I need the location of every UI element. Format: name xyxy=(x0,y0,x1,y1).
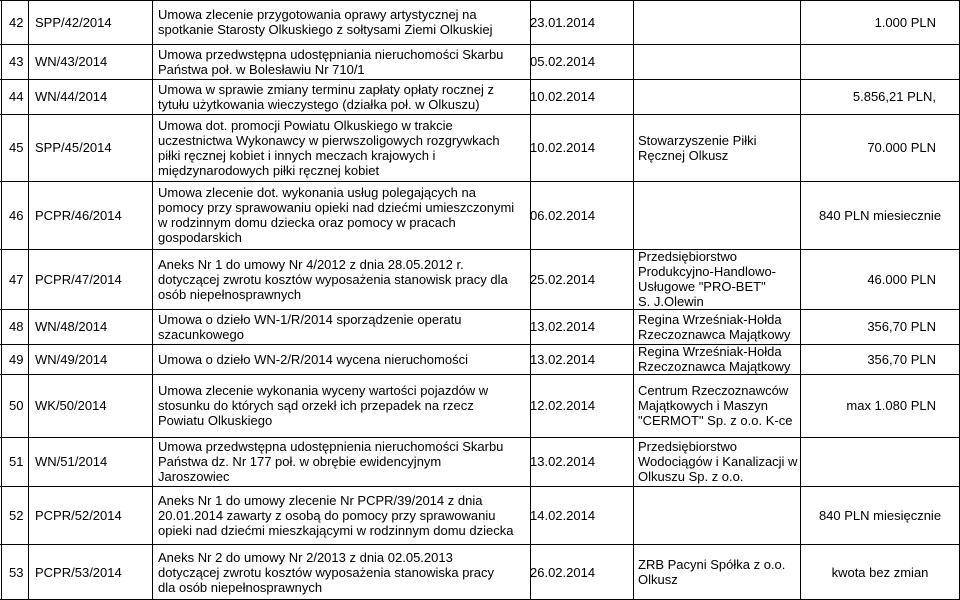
contract-description xyxy=(158,374,530,437)
contract-signature: PCPR/47/2014 xyxy=(35,271,122,287)
contractor-line: Ręcznej Olkusz xyxy=(638,147,729,163)
contractor xyxy=(638,249,818,309)
row-divider xyxy=(0,374,960,375)
contractor-line: Przedsiębiorstwo xyxy=(638,439,737,454)
description-line: Jaroszowiec xyxy=(158,469,230,484)
contract-signature: WN/43/2014 xyxy=(35,54,108,69)
description-line: osób niepełnosprawnych xyxy=(158,286,302,302)
description-line: spotkanie Starosty Olkuskiego z sołtysami Ziemi Olkuskiej xyxy=(158,22,493,37)
contractor-line: Stowarzyszenie Piłki xyxy=(638,132,757,148)
description-line: dotyczącej zwrotu kosztów wyposażenia stanowiska pracy xyxy=(158,564,494,580)
row-divider xyxy=(0,0,960,1)
contract-description xyxy=(158,544,530,600)
contract-amount: 840 PLN miesiecznie xyxy=(818,207,942,223)
contractor-line: Olkusz xyxy=(638,572,678,587)
table-row xyxy=(0,374,960,437)
contractor-line: S. J.Olewin xyxy=(638,294,704,309)
description-line: tytułu użytkowania wieczystego (działka poł. w Olkuszu) xyxy=(158,96,480,112)
contract-amount xyxy=(800,437,950,486)
table-row xyxy=(0,114,960,181)
contract-amount: kwota bez zmian xyxy=(831,564,929,580)
contract-amount: 356,70 PLN xyxy=(867,351,936,367)
contractor-line: Wodociągów i Kanalizacji w xyxy=(638,454,798,469)
row-divider xyxy=(0,437,960,438)
table-row xyxy=(0,44,960,79)
contract-date: 10.02.2014 xyxy=(530,89,596,104)
table-row xyxy=(0,309,960,344)
description-line: międzynarodowych piłki ręcznej kobiet xyxy=(158,162,380,178)
contract-signature: WN/44/2014 xyxy=(35,89,108,104)
column-divider xyxy=(152,0,153,600)
contract-date: 13.02.2014 xyxy=(530,319,596,334)
contractor-line: Regina Wrześniak-Hołda xyxy=(638,344,782,359)
column-divider xyxy=(633,0,634,600)
row-number: 44 xyxy=(9,89,24,104)
column-divider xyxy=(1,0,2,600)
contract-description xyxy=(158,309,530,344)
description-line: gospodarskich xyxy=(158,230,242,245)
contractor-line: Usługowe "PRO-BET" xyxy=(638,279,766,294)
contract-signature: PCPR/46/2014 xyxy=(35,207,122,223)
row-number: 42 xyxy=(9,14,24,30)
contract-signature: WN/48/2014 xyxy=(35,319,108,334)
row-number: 47 xyxy=(9,271,24,287)
description-line: w rodzinnym domu dziecka oraz pomocy w pracach xyxy=(158,215,456,230)
contract-signature: SPP/45/2014 xyxy=(35,140,112,155)
contract-signature: PCPR/52/2014 xyxy=(35,507,122,523)
description-line: dla osób niepełnosprawnych xyxy=(158,579,323,595)
contract-description xyxy=(158,181,530,249)
contractor-line: Regina Wrześniak-Hołda xyxy=(638,311,782,327)
row-divider xyxy=(0,114,960,115)
description-line: piłki ręcznej kobiet i innych meczach krajowych i xyxy=(158,147,436,163)
contract-amount: 5.856,21 PLN, xyxy=(852,89,936,104)
contract-date: 14.02.2014 xyxy=(530,507,596,523)
table-row xyxy=(0,79,960,114)
description-line: Umowa o dzieło WN-1/R/2014 sporządzenie operatu xyxy=(158,311,462,327)
contract-date: 13.02.2014 xyxy=(530,351,596,367)
description-line: Umowa w sprawie zmiany terminu zapłaty opłaty rocznej z xyxy=(158,81,494,97)
contractor xyxy=(638,374,818,437)
row-number: 50 xyxy=(9,398,24,413)
description-line: szacunkowego xyxy=(158,326,244,342)
description-line: Państwa dz. Nr 177 poł. w obrębie ewidencyjnym xyxy=(158,454,442,469)
row-number: 48 xyxy=(9,319,24,334)
description-line: opieki nad dziećmi mieszkającymi w rodzinnym domu dziecka xyxy=(158,522,514,538)
contract-date: 26.02.2014 xyxy=(530,564,596,580)
row-divider xyxy=(0,181,960,182)
contract-description xyxy=(158,44,530,79)
contract-description xyxy=(158,114,530,181)
contract-date: 13.02.2014 xyxy=(530,454,596,469)
contract-signature: WN/51/2014 xyxy=(35,454,108,469)
description-line: Powiatu Olkuskiego xyxy=(158,413,273,428)
column-divider xyxy=(530,0,531,600)
contractor xyxy=(638,309,818,344)
table-row xyxy=(0,544,960,600)
table-row xyxy=(0,344,960,374)
contractor xyxy=(638,544,818,600)
description-line: Umowa o dzieło WN-2/R/2014 wycena nieruchomości xyxy=(158,351,468,367)
contractor xyxy=(638,181,818,249)
description-line: Aneks Nr 1 do umowy Nr 4/2012 z dnia 28.05.2012 r. xyxy=(158,256,464,272)
contract-date: 10.02.2014 xyxy=(530,140,596,155)
row-number: 51 xyxy=(9,454,24,469)
contract-signature: WK/50/2014 xyxy=(35,398,107,413)
contractor-line: Centrum Rzeczoznawców xyxy=(638,383,789,398)
contract-date: 25.02.2014 xyxy=(530,271,596,287)
table-row xyxy=(0,181,960,249)
description-line: pomocy przy sprawowaniu opieki nad dziećmi umieszczonymi xyxy=(158,200,515,215)
contractor-line: Majątkowych i Maszyn xyxy=(638,398,769,413)
description-line: Umowa zlecenie wykonania wyceny wartości pojazdów w xyxy=(158,383,489,398)
contract-amount: 46.000 PLN xyxy=(867,271,936,287)
contract-description xyxy=(158,249,530,309)
contract-amount xyxy=(800,44,950,79)
contract-description xyxy=(158,437,530,486)
contractor-line: Rzeczoznawca Majątkowy xyxy=(638,359,791,374)
description-line: 20.01.2014 zawarty z osobą do pomocy przy sprawowaniu xyxy=(158,507,496,523)
description-line: Umowa zlecenie przygotowania oprawy artystycznej na xyxy=(158,7,477,22)
row-divider xyxy=(0,309,960,310)
contract-amount: 70.000 PLN xyxy=(867,140,936,155)
contractor xyxy=(638,0,818,44)
table-row xyxy=(0,249,960,309)
row-divider xyxy=(0,486,960,487)
description-line: Umowa zlecenie dot. wykonania usług polegających na xyxy=(158,185,476,200)
contract-description xyxy=(158,486,530,544)
description-line: Aneks Nr 2 do umowy Nr 2/2013 z dnia 02.05.2013 xyxy=(158,549,453,565)
contractor-line: Przedsiębiorstwo xyxy=(638,249,737,264)
table-row xyxy=(0,0,960,44)
contractor xyxy=(638,486,818,544)
row-divider xyxy=(0,344,960,345)
row-divider xyxy=(0,44,960,45)
contractor-line: ZRB Pacyni Spółka z o.o. xyxy=(638,557,786,572)
description-line: Aneks Nr 1 do umowy zlecenie Nr PCPR/39/2014 z dnia xyxy=(158,492,483,508)
row-number: 45 xyxy=(9,140,24,155)
contract-signature: WN/49/2014 xyxy=(35,351,108,367)
contractor-line: "CERMOT" Sp. z o.o. K-ce xyxy=(638,413,793,428)
table-row xyxy=(0,437,960,486)
table-row xyxy=(0,486,960,544)
contract-amount: 356,70 PLN xyxy=(867,319,936,334)
description-line: uczestnictwa Wykonawcy w pierwszoligowych rozgrywkach xyxy=(158,132,500,148)
row-divider xyxy=(0,249,960,250)
row-divider xyxy=(0,544,960,545)
contract-date: 23.01.2014 xyxy=(530,14,596,30)
contract-date: 12.02.2014 xyxy=(530,398,596,413)
row-number: 46 xyxy=(9,207,24,223)
contract-signature: SPP/42/2014 xyxy=(35,14,112,30)
contractor-line: Produkcyjno-Handlowo- xyxy=(638,264,777,279)
contract-amount: 1.000 PLN xyxy=(874,14,936,30)
contractor-line: Olkuszu Sp. z o.o. xyxy=(638,469,744,484)
contractor xyxy=(638,44,818,79)
contract-date: 05.02.2014 xyxy=(530,54,596,69)
row-number: 43 xyxy=(9,54,24,69)
contractor xyxy=(638,344,818,374)
description-line: Umowa przedwstępna udostępniania nieruchomości Skarbu xyxy=(158,46,504,62)
row-number: 53 xyxy=(9,564,24,580)
contract-signature: PCPR/53/2014 xyxy=(35,564,122,580)
contract-description xyxy=(158,344,530,374)
description-line: Umowa przedwstępna udostępnienia nieruchomości Skarbu xyxy=(158,439,504,454)
description-line: Umowa dot. promocji Powiatu Olkuskiego w trakcie xyxy=(158,117,453,133)
description-line: dotyczącej zwrotu kosztów wyposażenia stanowisk pracy dla xyxy=(158,271,508,287)
contract-date: 06.02.2014 xyxy=(530,207,596,223)
description-line: Państwa poł. w Bolesławiu Nr 710/1 xyxy=(158,61,365,77)
contractor-line: Rzeczoznawca Majątkowy xyxy=(638,326,791,342)
contractor xyxy=(638,114,818,181)
column-divider xyxy=(28,0,29,600)
contract-description xyxy=(158,0,530,44)
contract-description xyxy=(158,79,530,114)
contractor xyxy=(638,437,818,486)
row-number: 52 xyxy=(9,507,24,523)
row-number: 49 xyxy=(9,351,24,367)
description-line: stosunku do których sąd orzekł ich przepadek na rzecz xyxy=(158,398,474,413)
contract-amount: 840 PLN miesięcznie xyxy=(818,507,942,523)
column-divider xyxy=(800,0,801,600)
row-divider xyxy=(0,79,960,80)
contract-amount: max 1.080 PLN xyxy=(846,398,936,413)
contractor xyxy=(638,79,818,114)
